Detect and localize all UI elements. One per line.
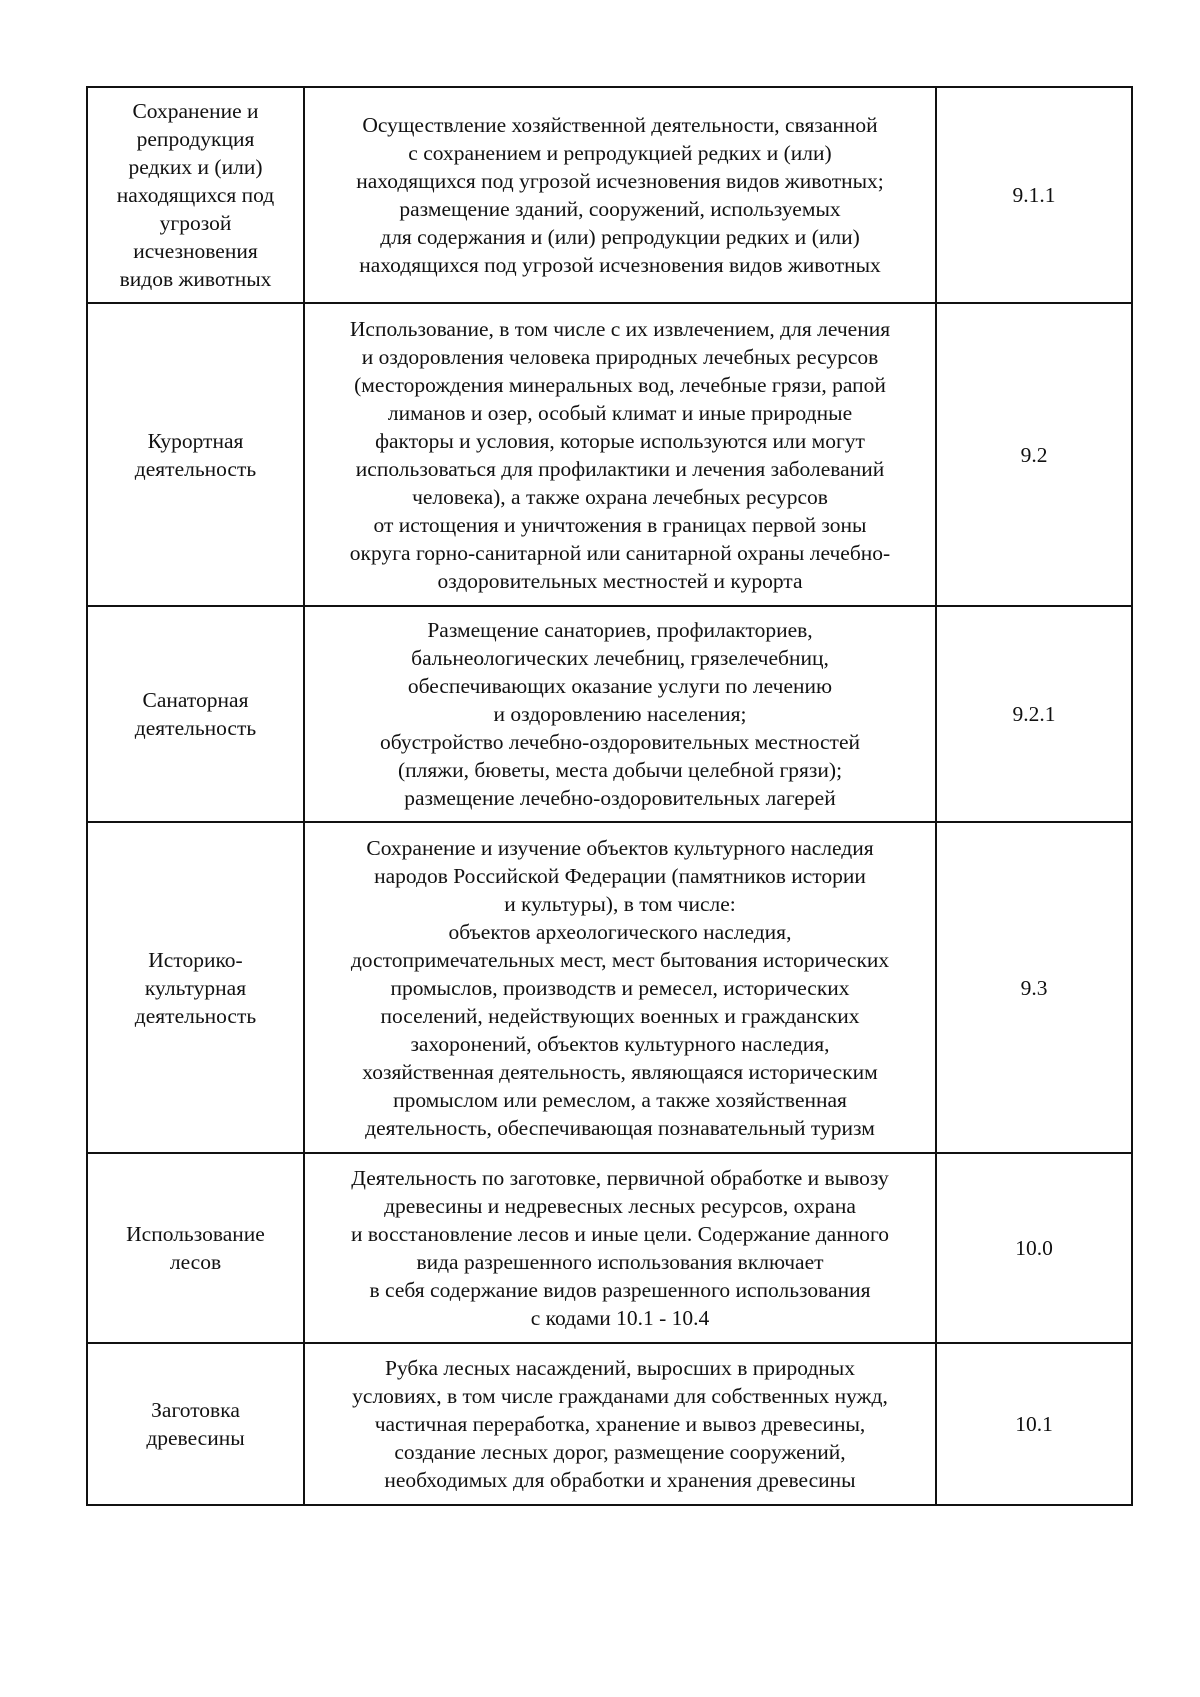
- table-row: [87, 1343, 1132, 1505]
- name-line: Курортная: [147, 428, 244, 453]
- name-line: Санаторная: [142, 688, 249, 712]
- description-line: Деятельность по заготовке, первичной обработке и вывозу: [351, 1166, 889, 1190]
- name-line: редких и (или): [128, 155, 263, 179]
- name-line: видов животных: [119, 267, 272, 291]
- description-line: захоронений, объектов культурного наследия,: [410, 1031, 830, 1056]
- row-name-cell: [87, 87, 304, 303]
- name-line: лесов: [169, 1250, 222, 1274]
- table-row: [87, 822, 1132, 1153]
- description-line: Рубка лесных насаждений, выросших в природных: [385, 1356, 855, 1380]
- description-line: хозяйственная деятельность, являющаяся историческим: [362, 1059, 878, 1084]
- use-code: 9.2: [1020, 442, 1048, 467]
- name-line: древесины: [146, 1426, 245, 1450]
- name-line: деятельность: [134, 716, 257, 740]
- description-line: бальнеологических лечебниц, грязелечебниц,: [411, 646, 829, 670]
- description-line: обеспечивающих оказание услуги по лечению: [407, 674, 833, 698]
- description-line: Осуществление хозяйственной деятельности, связанной: [362, 113, 878, 137]
- description-line: использоваться для профилактики и лечения заболеваний: [355, 456, 885, 481]
- use-code: 9.2.1: [1012, 702, 1056, 726]
- row-code-cell: [936, 87, 1132, 303]
- row-description-cell: [304, 87, 936, 303]
- row-description-cell: [304, 1343, 936, 1505]
- description-line: народов Российской Федерации (памятников истории: [374, 863, 866, 888]
- description-line: для содержания и (или) репродукции редких и (или): [380, 225, 860, 249]
- table-body: [87, 87, 1132, 1505]
- row-description-cell: [304, 303, 936, 606]
- description-line: находящихся под угрозой исчезновения видов животных: [359, 253, 881, 277]
- row-name-cell: [87, 1153, 304, 1343]
- table-row: [87, 87, 1132, 303]
- row-description-cell: [304, 1153, 936, 1343]
- use-code: 9.3: [1020, 975, 1048, 1000]
- table-row: [87, 303, 1132, 606]
- description-line: округа горно-санитарной или санитарной охраны лечебно-: [349, 540, 891, 565]
- description-line: (месторождения минеральных вод, лечебные грязи, рапой: [354, 372, 886, 397]
- description-line: условиях, в том числе гражданами для собственных нужд,: [352, 1384, 888, 1408]
- name-line: деятельность: [134, 456, 257, 481]
- description-line: в себя содержание видов разрешенного использования: [369, 1278, 871, 1302]
- row-name-cell: [87, 606, 304, 822]
- description-line: человека), а также охрана лечебных ресурсов: [412, 484, 828, 509]
- table-row: [87, 606, 1132, 822]
- description-line: от истощения и уничтожения в границах первой зоны: [373, 512, 867, 537]
- description-line: с кодами 10.1 - 10.4: [530, 1306, 710, 1330]
- description-line: промыслом или ремеслом, а также хозяйственная: [393, 1087, 847, 1112]
- description-line: находящихся под угрозой исчезновения видов животных;: [356, 169, 884, 193]
- description-line: факторы и условия, которые используются или могут: [375, 428, 865, 453]
- row-code-cell: [936, 1343, 1132, 1505]
- name-line: Заготовка: [151, 1398, 240, 1422]
- description-line: деятельность, обеспечивающая познавательный туризм: [365, 1115, 875, 1140]
- row-code-cell: [936, 606, 1132, 822]
- description-line: Использование, в том числе с их извлечением, для лечения: [349, 316, 891, 341]
- description-line: и оздоровлению населения;: [493, 702, 747, 726]
- description-line: (пляжи, бюветы, места добычи целебной грязи);: [397, 758, 843, 782]
- land-use-table: [86, 86, 1133, 1506]
- row-code-cell: [936, 822, 1132, 1153]
- description-line: оздоровительных местностей и курорта: [437, 568, 803, 593]
- use-code: 10.1: [1015, 1412, 1053, 1436]
- description-line: и культуры), в том числе:: [504, 891, 736, 916]
- row-name-cell: [87, 303, 304, 606]
- name-line: исчезновения: [133, 239, 258, 263]
- row-code-cell: [936, 303, 1132, 606]
- description-line: и оздоровления человека природных лечебных ресурсов: [361, 344, 879, 369]
- description-line: древесины и недревесных лесных ресурсов, охрана: [384, 1194, 856, 1218]
- description-line: обустройство лечебно-оздоровительных местностей: [380, 730, 860, 754]
- description-line: промыслов, производств и ремесел, исторических: [390, 975, 850, 1000]
- row-description-cell: [304, 822, 936, 1153]
- row-name-cell: [87, 1343, 304, 1505]
- description-line: объектов археологического наследия,: [448, 919, 792, 944]
- name-line: Использование: [126, 1222, 265, 1246]
- description-line: размещение зданий, сооружений, используемых: [399, 197, 841, 221]
- name-line: деятельность: [134, 1003, 257, 1028]
- description-line: и восстановление лесов и иные цели. Содержание данного: [350, 1222, 889, 1246]
- name-line: угрозой: [159, 211, 232, 235]
- table-row: [87, 1153, 1132, 1343]
- use-code: 10.0: [1015, 1236, 1053, 1260]
- description-line: вида разрешенного использования включает: [416, 1250, 824, 1274]
- description-line: Сохранение и изучение объектов культурного наследия: [366, 835, 874, 860]
- description-line: размещение лечебно-оздоровительных лагерей: [404, 786, 836, 810]
- row-description-cell: [304, 606, 936, 822]
- description-line: Размещение санаториев, профилакториев,: [427, 618, 813, 642]
- description-line: частичная переработка, хранение и вывоз древесины,: [374, 1412, 866, 1436]
- description-line: необходимых для обработки и хранения древесины: [384, 1468, 856, 1492]
- name-line: репродукция: [136, 127, 255, 151]
- description-line: поселений, недействующих военных и гражданских: [380, 1003, 860, 1028]
- description-line: лиманов и озер, особый климат и иные природные: [387, 400, 853, 425]
- name-line: находящихся под: [116, 183, 275, 207]
- description-line: создание лесных дорог, размещение сооружений,: [394, 1440, 846, 1464]
- description-line: с сохранением и репродукцией редких и (или): [408, 141, 832, 165]
- row-name-cell: [87, 822, 304, 1153]
- row-code-cell: [936, 1153, 1132, 1343]
- description-line: достопримечательных мест, мест бытования исторических: [350, 947, 890, 972]
- name-line: Сохранение и: [132, 99, 259, 123]
- name-line: Историко-: [148, 947, 243, 972]
- name-line: культурная: [144, 975, 247, 1000]
- use-code: 9.1.1: [1012, 183, 1056, 207]
